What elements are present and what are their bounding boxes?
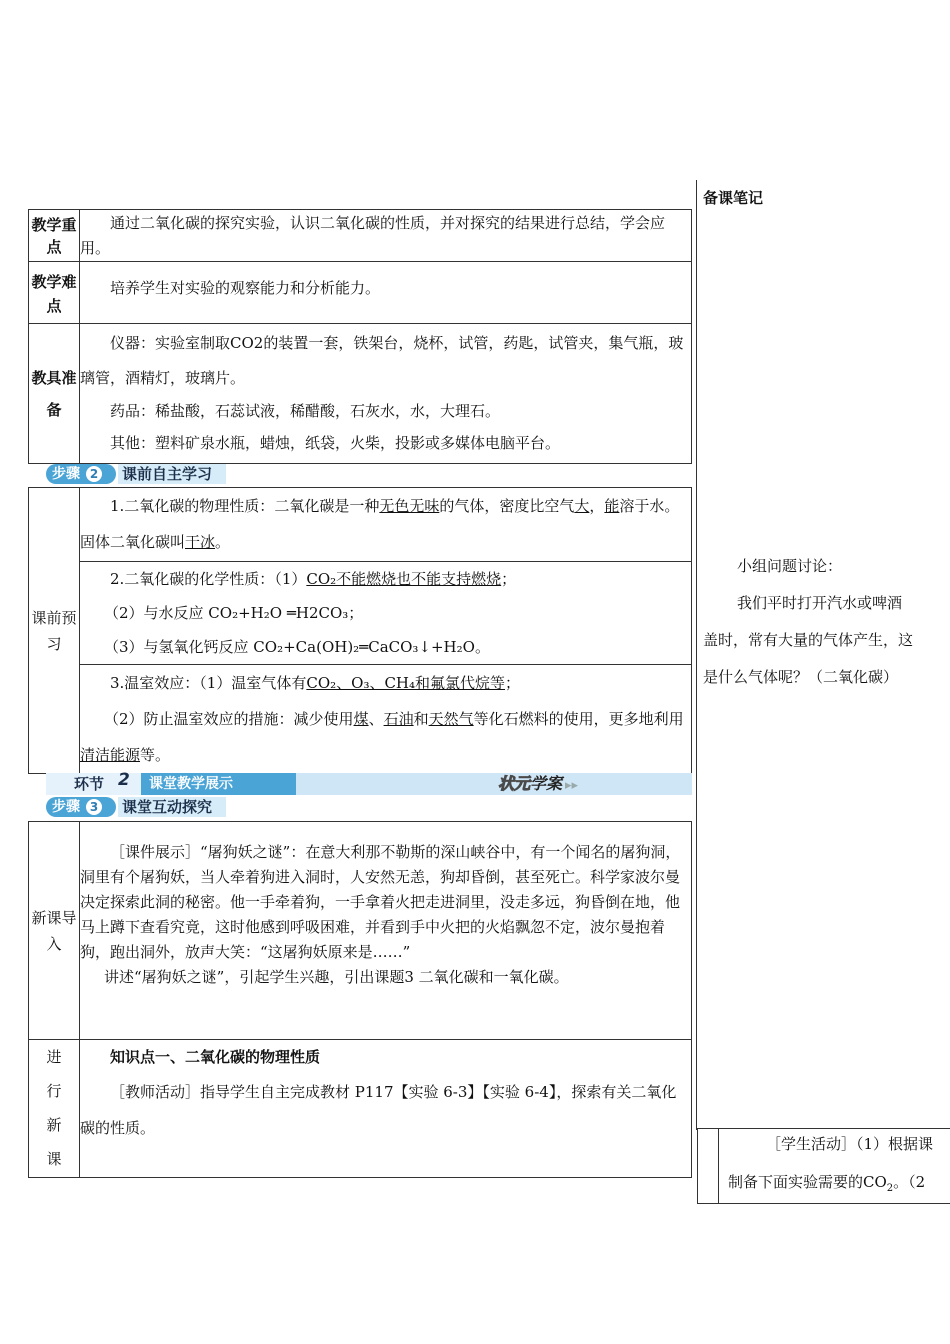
student-line-2: 制备下面实验需要的$CO_2$。（2 [728, 1173, 926, 1194]
preview-row-2 [80, 562, 692, 665]
side-notes-title: 备课笔记 [703, 189, 764, 207]
tools-line-1: 仪器：实验室制取CO2的装置一套，铁架台，烧杯，试管，药匙，试管夹，集气瓶，玻璃管，酒精灯，玻璃片。 [80, 334, 684, 387]
step3-pill: 步骤 3 [46, 797, 116, 817]
section2-banner [46, 770, 692, 795]
preview-physical: 1.二氧化碳的物理性质：二氧化碳是一种无色无味的气体，密度比空气大，能溶于水。固体二氧化碳叫干冰。 [80, 497, 680, 551]
step3-title: 课堂互动探究 [118, 797, 226, 817]
tools-line-3: 其他：塑料矿泉水瓶，蜡烛，纸袋，火柴，投影或多媒体电脑平台。 [110, 434, 561, 452]
preview-chemical: 2.二氧化碳的化学性质：（1）CO₂不能燃烧也不能支持燃烧； [110, 570, 517, 588]
lesson-table [28, 821, 692, 1178]
preview-chem-2: （2）与水反应 CO₂+H₂O ═H2CO₃； [104, 604, 364, 622]
student-line-1: ［学生活动］（1）根据课 [766, 1135, 934, 1153]
tools-line-2: 药品：稀盐酸，石蕊试液，稀醋酸，石灰水，水，大理石。 [110, 402, 501, 420]
side-divider [696, 180, 697, 1130]
side-discussion [703, 548, 913, 696]
section2-huanjie: 环节 2 [46, 773, 141, 795]
top-table [28, 209, 692, 464]
preview-row-1 [80, 488, 692, 562]
double-arrow-icon: ▸▸ [565, 778, 579, 793]
newlesson-cell [80, 1040, 692, 1178]
preview-label: 课前预习 [29, 488, 80, 774]
step3-banner [0, 797, 230, 817]
newlesson-heading: 知识点一、二氧化碳的物理性质 [110, 1048, 321, 1066]
discussion-title: 小组问题讨论： [737, 557, 843, 575]
tools-cell [80, 324, 692, 464]
newlesson-label: 进 行 新 课 [29, 1040, 80, 1178]
step2-pill: 步骤 2 [46, 464, 116, 484]
intro-cell [80, 822, 692, 1040]
student-box-divider [718, 1129, 719, 1203]
key-text: 通过二氧化碳的探究实验，认识二氧化碳的性质，并对探究的结果进行总结，学会应用。 [80, 210, 692, 262]
difficulty-label: 教学难点 [29, 262, 80, 324]
preview-measures: （2）防止温室效应的措施：减少使用煤、石油和天然气等化石燃料的使用，更多地利用清洁能源等。 [80, 710, 684, 764]
newlesson-para: ［教师活动］指导学生自主完成教材 P117【实验 6-3】【实验 6-4】，探索有关二氧化碳的性质。 [80, 1083, 677, 1137]
student-activity-box [697, 1128, 950, 1204]
intro-para-2: 讲述“屠狗妖之谜”，引起学生兴趣，引出课题3 二氧化碳和一氧化碳。 [104, 968, 569, 986]
step2-banner [0, 464, 230, 484]
intro-para-1: ［课件展示］“屠狗妖之谜”：在意大利那不勒斯的深山峡谷中，有一个闻名的屠狗洞，洞里有个屠狗妖，当人牵着狗进入洞时，人安然无恙，狗却昏倒，甚至死亡。科学家波尔曼决定探索此洞的秘密。他一手牵着狗，一手拿着火把走进洞里，没走多远，狗昏倒在地，他马上蹲下查看究竟，这时他感到呼吸困难，并看到手中火把的火焰飘忽不定，波尔曼抱着狗，跑出洞外，放声大笑：“这屠狗妖原来是……” [80, 843, 681, 961]
tools-label: 教具准备 [29, 324, 80, 464]
step2-title: 课前自主学习 [118, 464, 226, 484]
section2-brand: 状元学案 ▸▸ [498, 774, 579, 793]
preview-greenhouse: 3.温室效应：（1）温室气体有CO₂、O₃、CH₄和氟氯代烷等； [110, 674, 521, 692]
discussion-body: 我们平时打开汽水或啤酒盖时，常有大量的气体产生，这是什么气体呢？（二氧化碳） [703, 594, 914, 686]
key-label: 教学重点 [29, 210, 80, 262]
intro-label: 新课导入 [29, 822, 80, 1040]
section2-title: 课堂教学展示 [141, 773, 296, 795]
preview-row-3 [80, 665, 692, 774]
preview-table [28, 487, 692, 774]
preview-chem-3: （3）与氢氧化钙反应 CO₂+Ca(OH)₂═CaCO₃↓+H₂O。 [104, 638, 490, 656]
difficulty-text: 培养学生对实验的观察能力和分析能力。 [80, 262, 692, 324]
